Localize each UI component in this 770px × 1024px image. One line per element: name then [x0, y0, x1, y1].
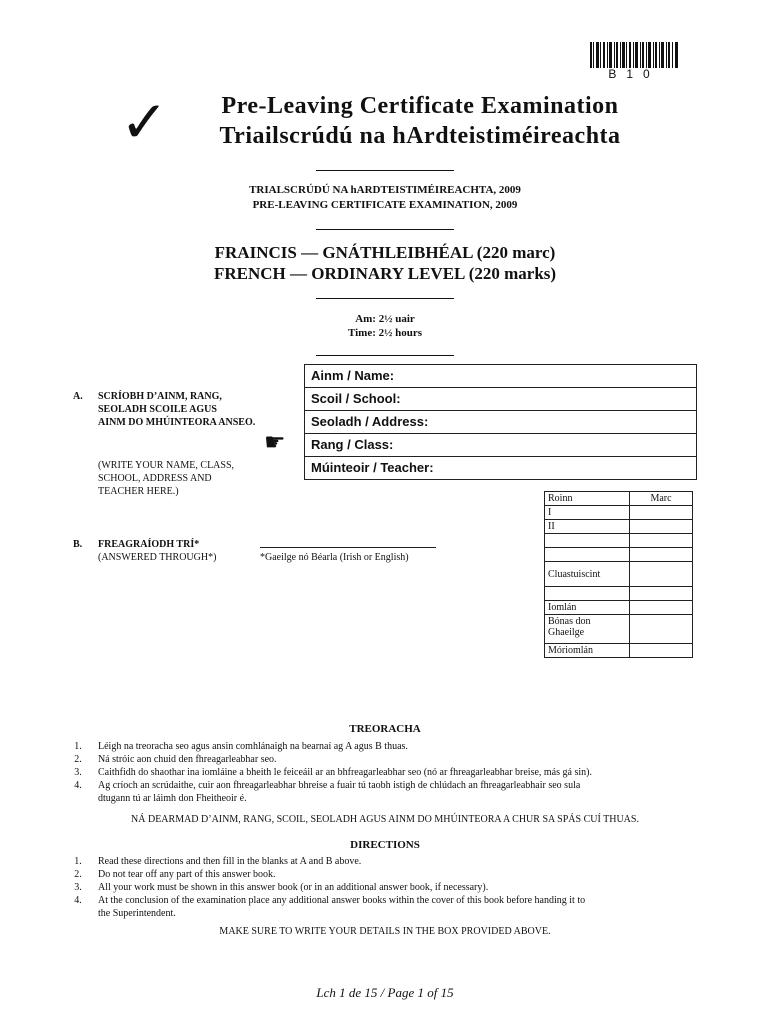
section-a-english-1: (WRITE YOUR NAME, CLASS, [98, 460, 235, 471]
table-cell-mark [630, 534, 693, 548]
exam-header-english: PRE-LEAVING CERTIFICATE EXAMINATION, 2009 [252, 199, 518, 211]
section-b-letter: B. [73, 539, 83, 550]
list-number: 1. [74, 741, 82, 752]
list-text: dtugann tú ar láimh don Fheitheoir é. [98, 793, 247, 804]
list-number: 2. [74, 754, 82, 765]
table-cell-section [545, 548, 630, 562]
treoracha-list [58, 740, 678, 805]
list-item [58, 907, 678, 920]
list-item [58, 766, 678, 779]
table-row [545, 601, 693, 615]
table-cell-mark [630, 548, 693, 562]
name-field[interactable]: Ainm / Name: [305, 365, 696, 388]
table-cell-mark [630, 587, 693, 601]
mark-table [544, 491, 693, 658]
table-cell-section [545, 587, 630, 601]
table-row [545, 562, 693, 587]
list-text: Caithfidh do shaothar ina iomláine a bheith le feiceáil ar an bhfreagarleabhar seo (nó ar fhreagarleabhar breise, más gá sin). [98, 767, 592, 778]
list-item [58, 855, 678, 868]
barcode-image [590, 42, 678, 68]
section-b-note: *Gaeilge nó Béarla (Irish or English) [260, 552, 409, 563]
table-cell-mark [630, 615, 693, 644]
bonus-label-1: Bónas don [548, 616, 591, 627]
page-footer: Lch 1 de 15 / Page 1 of 15 [316, 985, 454, 1000]
checkmark-icon: ✓ [120, 88, 169, 156]
table-row [545, 548, 693, 562]
list-number: 4. [74, 895, 82, 906]
table-cell-mark [630, 520, 693, 534]
candidate-details-box [304, 364, 697, 480]
table-row [545, 644, 693, 658]
divider [316, 298, 454, 299]
table-header-section: Roinn [545, 492, 630, 506]
table-cell-mark [630, 601, 693, 615]
table-cell-section: Móriomlán [545, 644, 630, 658]
teacher-field[interactable]: Múinteoir / Teacher: [311, 460, 434, 475]
table-row [545, 506, 693, 520]
table-cell-section [545, 534, 630, 548]
class-field[interactable]: Rang / Class: [305, 434, 696, 457]
list-item [58, 740, 678, 753]
list-item [58, 792, 678, 805]
list-text: Read these directions and then fill in the blanks at A and B above. [98, 856, 362, 867]
list-number: 4. [74, 780, 82, 791]
list-number: 3. [74, 767, 82, 778]
directions-list [58, 855, 678, 920]
list-text: Ag críoch an scrúdaithe, cuir aon fhreagarleabhar bhreise a fuair tú taobh istigh de chlúdach an fhreagarleabhair seo sula [98, 780, 581, 791]
directions-heading: DIRECTIONS [350, 839, 420, 851]
title-irish: Triailscrúdú na hArdteistiméireachta [219, 123, 621, 149]
list-number: 3. [74, 882, 82, 893]
section-b-irish: FREAGRAÍODH TRÍ* [98, 539, 200, 550]
list-item [58, 779, 678, 792]
table-row [545, 520, 693, 534]
divider [316, 355, 454, 356]
section-a-letter: A. [73, 391, 83, 402]
section-a-english-2: SCHOOL, ADDRESS AND [98, 473, 212, 484]
exam-header-irish: TRIALSCRÚDÚ NA hARDTEISTIMÉIREACHTA, 2009 [249, 184, 521, 196]
list-item [58, 881, 678, 894]
divider [316, 229, 454, 230]
table-row [545, 587, 693, 601]
list-number: 2. [74, 869, 82, 880]
table-cell-section: Cluastuiscint [545, 562, 630, 587]
time-english: Time: 2½ hours [347, 327, 423, 339]
table-row [545, 534, 693, 548]
divider [316, 170, 454, 171]
language-answer-line[interactable] [260, 547, 436, 548]
time-irish: Am: 2½ uair [355, 313, 415, 325]
list-text: Do not tear off any part of this answer book. [98, 869, 276, 880]
subject-irish: FRAINCIS — GNÁTHLEIBHÉAL (220 marc) [214, 243, 556, 262]
table-cell-section: II [545, 520, 630, 534]
table-cell-section: Iomlán [545, 601, 630, 615]
list-item [58, 894, 678, 907]
table-row [545, 492, 693, 506]
address-field[interactable]: Seoladh / Address: [305, 411, 696, 434]
pointing-hand-icon: ☛ [264, 428, 286, 456]
subject-english: FRENCH — ORDINARY LEVEL (220 marks) [213, 264, 557, 283]
school-field[interactable]: Scoil / School: [305, 388, 696, 411]
list-text: At the conclusion of the examination place any additional answer books within the cover of this book before handing it to [98, 895, 586, 906]
table-row [545, 615, 693, 644]
list-number: 1. [74, 856, 82, 867]
directions-reminder: MAKE SURE TO WRITE YOUR DETAILS IN THE BOX PROVIDED ABOVE. [219, 926, 551, 937]
list-item [58, 868, 678, 881]
table-header-mark: Marc [630, 492, 693, 506]
table-cell-section: I [545, 506, 630, 520]
table-cell-mark [630, 562, 693, 587]
list-item [58, 753, 678, 766]
section-a-english-3: TEACHER HERE.) [98, 486, 179, 497]
list-text: Ná stróic aon chuid den fhreagarleabhar seo. [98, 754, 277, 765]
list-text: All your work must be shown in this answer book (or in an additional answer book, if necessary). [98, 882, 489, 893]
table-cell-section [545, 615, 630, 644]
treoracha-reminder: NÁ DEARMAD D’AINM, RANG, SCOIL, SEOLADH AGUS AINM DO MHÚINTEORA A CHUR SA SPÁS CUÍ THUAS. [131, 814, 639, 825]
treoracha-heading: TREORACHA [349, 723, 421, 735]
list-text: Léigh na treoracha seo agus ansin comhlánaigh na bearnaí ag A agus B thuas. [98, 741, 408, 752]
section-a-irish-3: AINM DO MHÚINTEORA ANSEO. [98, 417, 256, 428]
list-text: the Superintendent. [98, 908, 176, 919]
table-cell-mark [630, 644, 693, 658]
barcode-label: B10 [608, 67, 660, 81]
section-b-english: (ANSWERED THROUGH*) [98, 552, 217, 563]
table-cell-mark [630, 506, 693, 520]
section-a-irish-2: SEOLADH SCOILE AGUS [98, 404, 217, 415]
title-english: Pre-Leaving Certificate Examination [221, 93, 619, 119]
bonus-label-2: Ghaeilge [548, 627, 585, 638]
section-a-irish-1: SCRÍOBH D’AINM, RANG, [98, 391, 222, 402]
